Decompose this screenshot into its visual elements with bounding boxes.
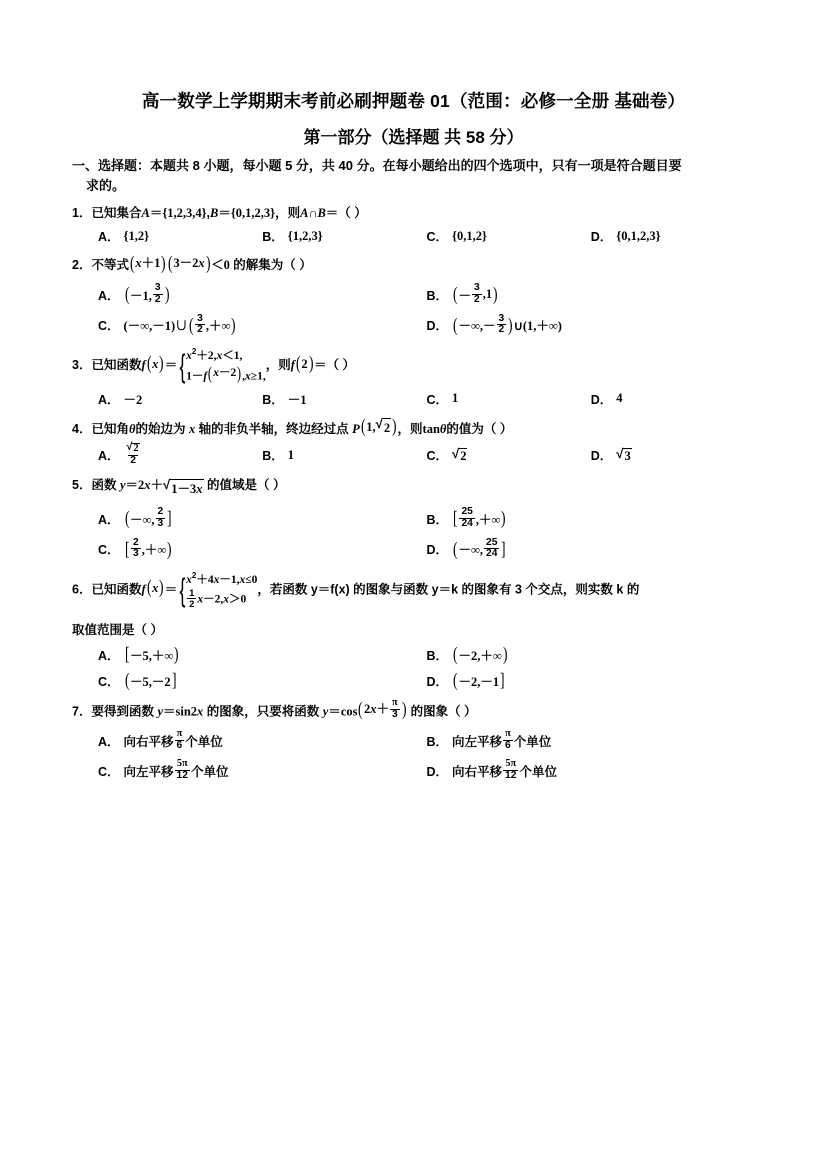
option-7-d[interactable]: D． 向右平移 $\frac{5\pi}{12}$ 个单位 bbox=[426, 758, 557, 782]
option-4-d[interactable]: D． √ 3 bbox=[590, 445, 631, 464]
option-6-b[interactable]: B． ( －2,＋∞ ) bbox=[426, 643, 508, 665]
option-5-a[interactable]: A． ( －∞, $\frac{2}{3}$ ] bbox=[98, 506, 172, 530]
question-6-stem-prefix: 已知函数 bbox=[91, 581, 142, 596]
option-3-d[interactable]: D． 4 bbox=[590, 391, 623, 407]
option-3-b[interactable]: B． －1 bbox=[262, 392, 307, 407]
question-5-number: 5． bbox=[72, 478, 92, 493]
question-2-number: 2． bbox=[72, 258, 92, 273]
option-5-d[interactable]: D． ( －∞, $\frac{25}{24}$ ] bbox=[426, 536, 506, 560]
question-6-piece-2: $\frac{1}{2}$ x－2,x＞0 bbox=[189, 587, 247, 610]
option-2-b[interactable]: B． ( － $\frac{3}{2}$ ,1 ) bbox=[426, 282, 498, 306]
page-title: 高一数学上学期期末考前必刷押题卷 01（范围：必修一全册 基础卷） bbox=[141, 91, 686, 111]
question-2-options-row2 bbox=[98, 314, 755, 337]
question-6-number: 6． bbox=[72, 581, 92, 596]
question-6-piece-1: $x^2+4x-1,x\le 0$ bbox=[186, 570, 258, 586]
question-3-piecewise: { $x^2+2,x<1$, 1－f ( x －2 ) ,x≥1, bbox=[179, 346, 266, 384]
question-2: 2．不等式 ( x ＋1 ) ( 3－2 x ) ＜0 的解集为（ ） bbox=[72, 253, 312, 275]
section-instructions bbox=[72, 156, 755, 195]
question-1-stem-mid: ，则 bbox=[275, 206, 301, 220]
question-5: 5．函数 y＝2x＋ √ 1－3x 的值域是（ ） bbox=[72, 476, 755, 499]
question-4-options bbox=[98, 443, 755, 468]
question-6-options-row2 bbox=[98, 669, 755, 691]
question-6-stem-mid: ，若函数 y＝f(x) 的图象与函数 y＝k 的图象有 3 个交点，则实数 k 的 bbox=[257, 581, 640, 596]
question-5-options-row2 bbox=[98, 538, 755, 561]
question-7: 7．要得到函数 y＝sin2x 的图象，只要将函数 y＝cos ( 2 x ＋ $\frac{\pi}{3}$ ) 的图象（ ） bbox=[72, 697, 477, 721]
option-1-c[interactable]: C． {0,1,2} bbox=[426, 228, 487, 245]
question-1-number: 1． bbox=[72, 206, 92, 220]
question-3-number: 3． bbox=[72, 357, 92, 372]
option-2-c[interactable]: C． (－∞,－1)∪ ( $\frac{3}{2}$ ,＋∞ ) bbox=[98, 312, 236, 336]
option-5-b[interactable]: B． [ $\frac{25}{24}$ ,＋∞ ) bbox=[426, 506, 506, 530]
option-1-b[interactable]: B． {1,2,3} bbox=[262, 228, 323, 245]
option-7-b[interactable]: B． 向左平移 $\frac{\pi}{6}$ 个单位 bbox=[426, 727, 552, 751]
question-3: 3．已知函数f ( x ) ＝ { $x^2+2,x<1$, 1－f ( x －2 ) ,x≥1, ，则f ( 2 ) ＝（ ） bbox=[72, 346, 356, 384]
option-7-a[interactable]: A． 向右平移 $\frac{\pi}{6}$ 个单位 bbox=[98, 727, 223, 751]
option-2-d[interactable]: D． ( －∞,－ $\frac{3}{2}$ ) ∪(1,＋∞) bbox=[426, 312, 562, 336]
question-7-number: 7． bbox=[72, 704, 92, 719]
question-1: 1．已知集合A＝{1,2,3,4},B＝{0,1,2,3}，则A∩B＝（ ） bbox=[72, 206, 367, 220]
question-3-stem-suffix: ，则 bbox=[265, 357, 291, 372]
option-6-a[interactable]: A． [ －5,＋∞ ) bbox=[98, 643, 179, 665]
option-4-b[interactable]: B． 1 bbox=[262, 447, 295, 464]
question-7-options-row1 bbox=[98, 729, 755, 752]
question-6-options-row1 bbox=[98, 643, 755, 665]
question-3-options bbox=[98, 390, 755, 408]
question-3-stem-prefix: 已知函数 bbox=[91, 357, 142, 372]
question-4-number: 4． bbox=[72, 421, 92, 436]
question-3-piece-2: 1－f ( x －2 ) ,x≥1, bbox=[186, 363, 266, 384]
question-1-stem-prefix: 已知集合 bbox=[91, 206, 142, 220]
question-1-stem-suffix: ＝（ ） bbox=[325, 206, 367, 220]
question-7-options-row2 bbox=[98, 760, 755, 783]
option-4-a[interactable]: A． √ 2 2 bbox=[98, 441, 139, 467]
option-6-c[interactable]: C． ( －5,－2 ] bbox=[98, 669, 177, 691]
option-3-c[interactable]: C． 1 bbox=[426, 391, 459, 407]
option-7-c[interactable]: C． 向左平移 $\frac{5\pi}{12}$ 个单位 bbox=[98, 758, 229, 782]
question-3-stem-tail: ＝（ ） bbox=[314, 357, 356, 372]
question-6-piecewise: { $x^2+4x-1,x\le 0$ $\frac{1}{2}$ x－2,x＞0 bbox=[179, 570, 258, 610]
option-6-d[interactable]: D． ( －2,－1 ] bbox=[426, 669, 505, 691]
option-1-d[interactable]: D． {0,1,2,3} bbox=[590, 228, 661, 245]
option-4-c[interactable]: C． √ 2 bbox=[426, 445, 467, 464]
option-3-a[interactable]: A． －2 bbox=[98, 392, 143, 407]
section-instructions-line1: 一、选择题：本题共 8 小题，每小题 5 分，共 40 分。在每小题给出的四个选项中，只有一项是符合题目要 bbox=[72, 158, 682, 173]
option-5-c[interactable]: C． [ $\frac{2}{3}$ ,＋∞ ) bbox=[98, 536, 172, 560]
question-2-options-row1 bbox=[98, 284, 755, 307]
question-6-stem-line2: 取值范围是（ ） bbox=[72, 622, 163, 637]
part-title: 第一部分（选择题 共 58 分） bbox=[303, 128, 524, 147]
option-1-a[interactable]: A． {1,2} bbox=[98, 228, 150, 245]
question-1-options bbox=[98, 227, 755, 245]
section-instructions-line2: 求的。 bbox=[86, 177, 126, 193]
question-5-options-row1 bbox=[98, 508, 755, 531]
question-6: 6．已知函数f ( x ) ＝ { $x^2+4x-1,x\le 0$ $\frac{1}{2}$ x－2,x＞0 ，若函数 y＝f(x) 的图象与函数 y＝k 的图象有 3 个交点，则实数 k 的 bbox=[72, 570, 640, 610]
question-4: 4．已知角θ的始边为 x 轴的非负半轴，终边经过点 P ( 1, √ 2 ) ，则tanθ的值为（ ） bbox=[72, 415, 513, 438]
option-2-a[interactable]: A． ( －1, $\frac{3}{2}$ ) bbox=[98, 282, 170, 306]
question-3-piece-1: $x^2+2,x<1$, bbox=[186, 346, 243, 362]
